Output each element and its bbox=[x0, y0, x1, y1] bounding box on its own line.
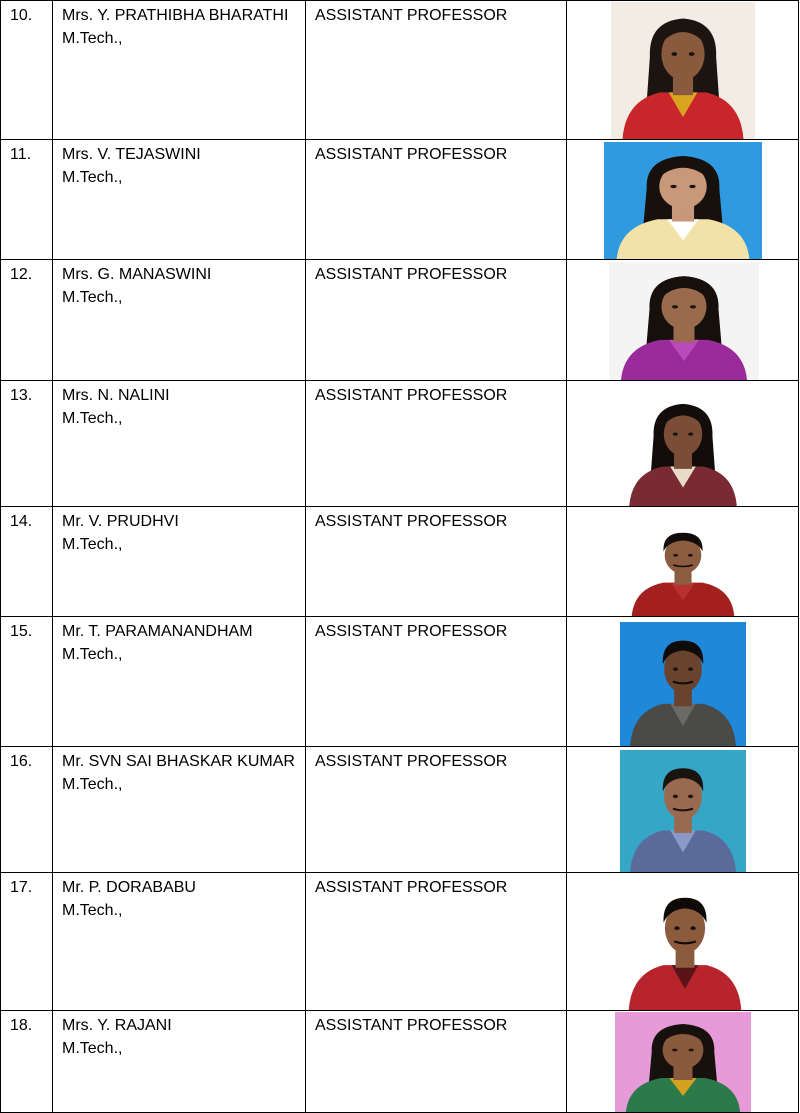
serial-number-cell bbox=[1, 747, 53, 873]
serial-number-cell bbox=[1, 381, 53, 507]
faculty-name-cell bbox=[53, 873, 306, 1011]
faculty-name: Mrs. V. TEJASWINI bbox=[62, 146, 201, 163]
serial-number: 12. bbox=[10, 266, 33, 283]
faculty-name-cell bbox=[53, 1011, 306, 1113]
faculty-qualification: M.Tech., bbox=[62, 169, 123, 186]
serial-number: 16. bbox=[10, 753, 33, 770]
faculty-qualification: M.Tech., bbox=[62, 776, 123, 793]
faculty-photo bbox=[620, 622, 746, 746]
designation: ASSISTANT PROFESSOR bbox=[315, 513, 508, 530]
photo-cell bbox=[567, 747, 799, 873]
photo-cell bbox=[567, 260, 799, 381]
faculty-table-body bbox=[1, 1, 799, 1113]
designation-cell bbox=[306, 747, 567, 873]
faculty-name: Mr. SVN SAI BHASKAR KUMAR bbox=[62, 753, 295, 770]
designation-cell bbox=[306, 1011, 567, 1113]
faculty-name: Mr. P. DORABABU bbox=[62, 879, 196, 896]
designation: ASSISTANT PROFESSOR bbox=[315, 753, 508, 770]
designation-cell bbox=[306, 507, 567, 617]
faculty-name-cell bbox=[53, 747, 306, 873]
faculty-row bbox=[1, 507, 799, 617]
faculty-name: Mrs. G. MANASWINI bbox=[62, 266, 212, 283]
designation: ASSISTANT PROFESSOR bbox=[315, 387, 508, 404]
serial-number-cell bbox=[1, 507, 53, 617]
faculty-name-cell bbox=[53, 617, 306, 747]
serial-number: 11. bbox=[10, 146, 32, 163]
faculty-name: Mrs. N. NALINI bbox=[62, 387, 170, 404]
faculty-name-cell bbox=[53, 507, 306, 617]
faculty-qualification: M.Tech., bbox=[62, 902, 123, 919]
faculty-row bbox=[1, 381, 799, 507]
faculty-photo bbox=[611, 2, 755, 139]
designation-cell bbox=[306, 260, 567, 381]
faculty-qualification: M.Tech., bbox=[62, 289, 123, 306]
serial-number: 18. bbox=[10, 1017, 33, 1034]
faculty-name: Mrs. Y. PRATHIBHA BHARATHI bbox=[62, 7, 289, 24]
serial-number-cell bbox=[1, 873, 53, 1011]
faculty-qualification: M.Tech., bbox=[62, 646, 123, 663]
faculty-qualification: M.Tech., bbox=[62, 410, 123, 427]
faculty-name: Mr. T. PARAMANANDHAM bbox=[62, 623, 253, 640]
faculty-row bbox=[1, 1011, 799, 1113]
serial-number: 10. bbox=[10, 7, 33, 24]
designation: ASSISTANT PROFESSOR bbox=[315, 146, 508, 163]
faculty-name-cell bbox=[53, 140, 306, 260]
photo-cell bbox=[567, 1011, 799, 1113]
faculty-qualification: M.Tech., bbox=[62, 536, 123, 553]
faculty-qualification: M.Tech., bbox=[62, 1040, 123, 1057]
designation-cell bbox=[306, 617, 567, 747]
designation: ASSISTANT PROFESSOR bbox=[315, 623, 508, 640]
serial-number: 17. bbox=[10, 879, 33, 896]
photo-cell bbox=[567, 1, 799, 140]
designation-cell bbox=[306, 1, 567, 140]
faculty-row bbox=[1, 617, 799, 747]
faculty-photo bbox=[618, 878, 752, 1010]
designation: ASSISTANT PROFESSOR bbox=[315, 266, 508, 283]
photo-cell bbox=[567, 507, 799, 617]
photo-cell bbox=[567, 140, 799, 260]
serial-number-cell bbox=[1, 1, 53, 140]
faculty-photo bbox=[619, 390, 747, 506]
serial-number: 13. bbox=[10, 387, 33, 404]
faculty-row bbox=[1, 873, 799, 1011]
faculty-photo bbox=[604, 142, 762, 259]
faculty-name-cell bbox=[53, 260, 306, 381]
faculty-row bbox=[1, 747, 799, 873]
faculty-row bbox=[1, 1, 799, 140]
faculty-photo bbox=[609, 262, 759, 380]
faculty-name-cell bbox=[53, 1, 306, 140]
faculty-name: Mrs. Y. RAJANI bbox=[62, 1017, 172, 1034]
photo-cell bbox=[567, 873, 799, 1011]
serial-number-cell bbox=[1, 617, 53, 747]
faculty-qualification: M.Tech., bbox=[62, 30, 123, 47]
faculty-row bbox=[1, 140, 799, 260]
designation-cell bbox=[306, 381, 567, 507]
designation-cell bbox=[306, 140, 567, 260]
faculty-row bbox=[1, 260, 799, 381]
designation: ASSISTANT PROFESSOR bbox=[315, 1017, 508, 1034]
photo-cell bbox=[567, 381, 799, 507]
serial-number: 15. bbox=[10, 623, 33, 640]
faculty-photo bbox=[622, 518, 744, 616]
photo-cell bbox=[567, 617, 799, 747]
faculty-photo bbox=[615, 1012, 751, 1112]
faculty-name-cell bbox=[53, 381, 306, 507]
faculty-name: Mr. V. PRUDHVI bbox=[62, 513, 179, 530]
designation-cell bbox=[306, 873, 567, 1011]
serial-number-cell bbox=[1, 260, 53, 381]
serial-number: 14. bbox=[10, 513, 33, 530]
designation: ASSISTANT PROFESSOR bbox=[315, 879, 508, 896]
serial-number-cell bbox=[1, 1011, 53, 1113]
faculty-photo bbox=[620, 750, 746, 872]
serial-number-cell bbox=[1, 140, 53, 260]
designation: ASSISTANT PROFESSOR bbox=[315, 7, 508, 24]
